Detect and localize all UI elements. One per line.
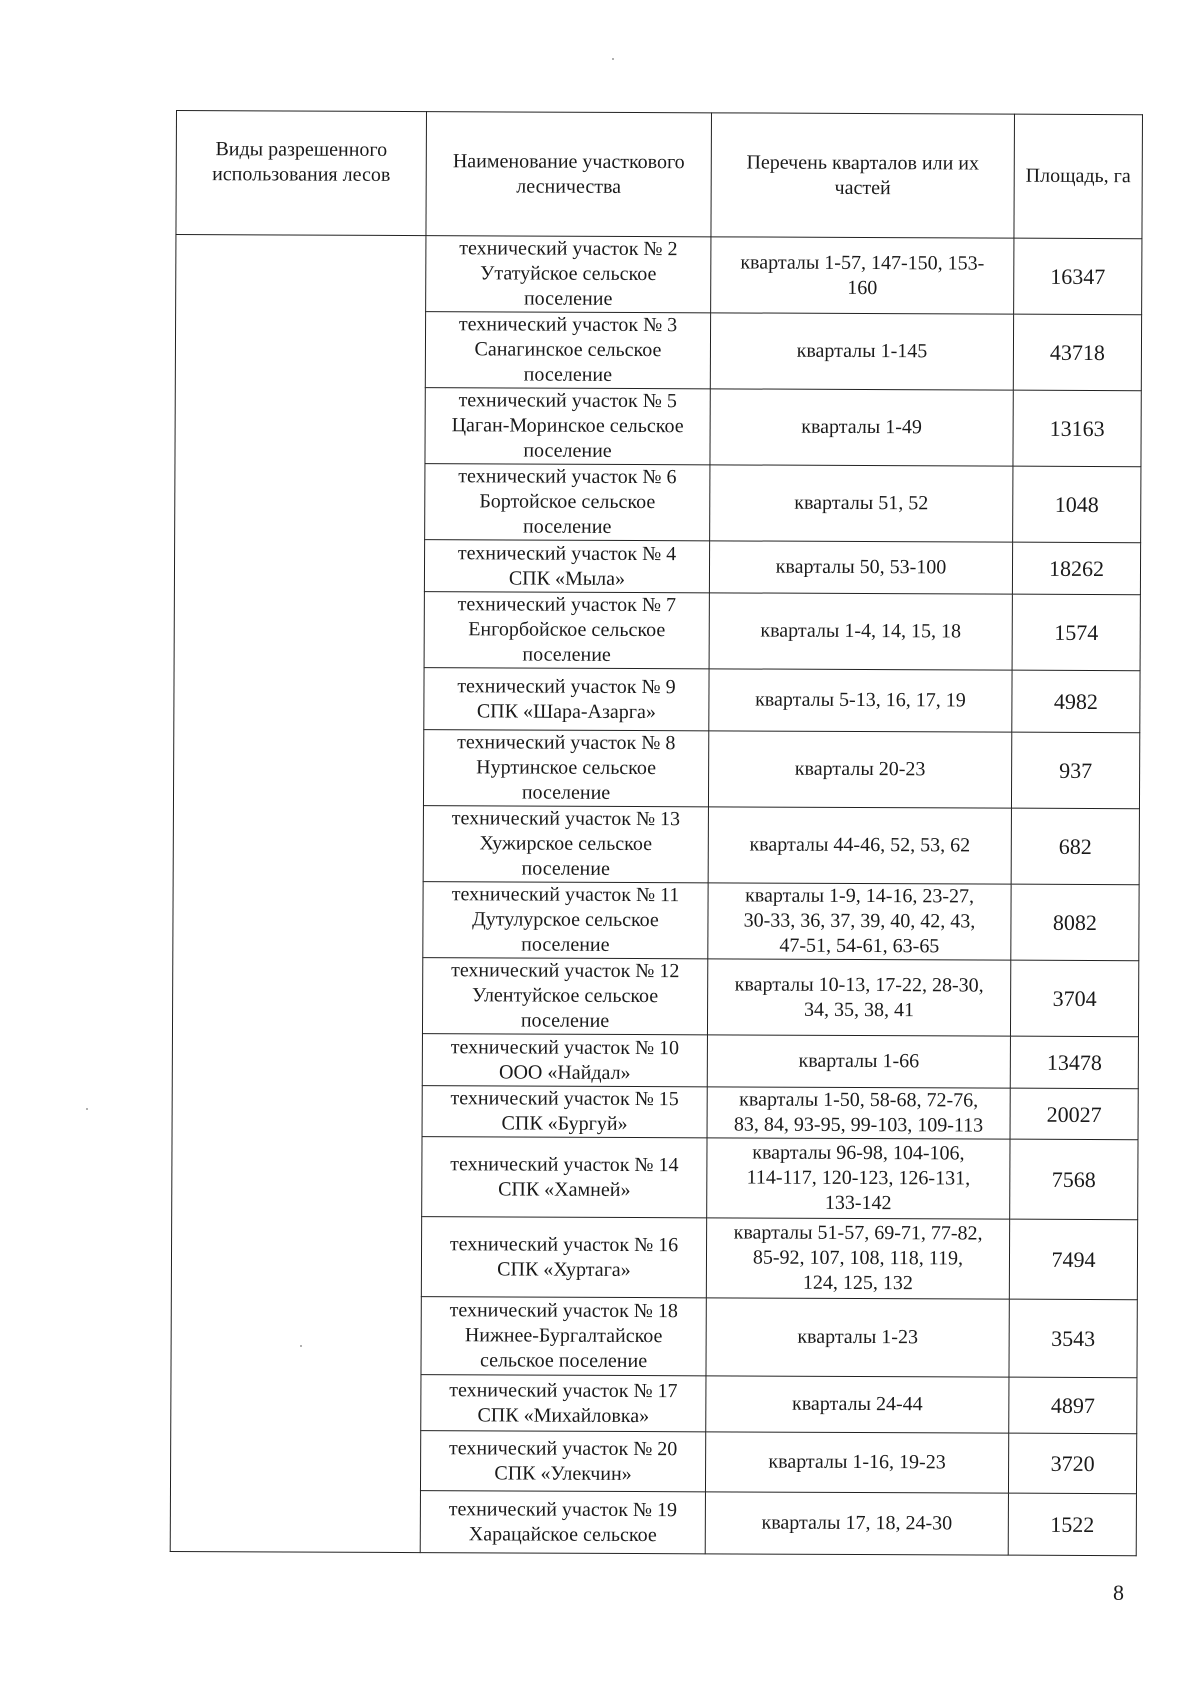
quarters-cell (711, 237, 1014, 314)
quarters-line: кварталы 1-4, 14, 15, 18 (760, 619, 962, 643)
quarters-cell (706, 1218, 1009, 1299)
area-cell: 3704 (1010, 960, 1138, 1037)
scan-speck (300, 1345, 302, 1347)
area-cell: 20027 (1010, 1088, 1138, 1140)
district-name-line: технический участок № 13 (451, 807, 681, 831)
area-cell: 937 (1011, 732, 1139, 809)
district-name-line: технический участок № 17 (449, 1378, 678, 1402)
use-type-cell (170, 235, 426, 1553)
district-name-cell (422, 958, 707, 1035)
quarters-line: кварталы 51, 52 (794, 491, 929, 515)
district-name-line: поселение (521, 781, 611, 804)
quarters-line: 114-117, 120-123, 126-131, (746, 1166, 971, 1190)
quarters-cell (707, 1138, 1010, 1219)
district-name-line: Нижнее-Бургалтайское (464, 1324, 663, 1348)
quarters-line: 85-92, 107, 108, 118, 119, (752, 1246, 964, 1270)
district-name-line: СПК «Улекчин» (494, 1461, 632, 1485)
district-name-line: СПК «Хуртага» (497, 1257, 631, 1281)
district-name-line: технический участок № 10 (450, 1035, 680, 1059)
district-name-line: поселение (522, 515, 612, 538)
header-area: Площадь, га (1014, 114, 1143, 239)
district-name-cell (425, 312, 710, 389)
district-name-line: поселение (521, 933, 610, 956)
area-cell: 13478 (1010, 1036, 1138, 1089)
quarters-line: кварталы 1-23 (797, 1325, 919, 1349)
page-number: 8 (1113, 1580, 1124, 1605)
district-name-line: технический участок № 7 (457, 593, 677, 617)
quarters-cell (706, 1376, 1009, 1433)
district-name-line: технический участок № 11 (451, 883, 680, 907)
quarters-line: кварталы 1-49 (801, 415, 922, 439)
district-name-line: поселение (520, 1009, 610, 1032)
quarters-cell (707, 959, 1010, 1036)
area-cell: 7568 (1010, 1139, 1138, 1220)
district-name-cell (422, 1034, 707, 1087)
quarters-cell (707, 1087, 1010, 1139)
district-name-cell (423, 882, 708, 959)
district-name-line: Хужирское сельское (479, 832, 653, 856)
district-name-line: СПК «Михайловка» (477, 1403, 650, 1427)
quarters-line: кварталы 50, 53-100 (775, 555, 947, 579)
district-name-line: технический участок № 5 (458, 389, 677, 413)
forest-use-table (170, 110, 1143, 1556)
district-name-line: Утатуйское сельское (480, 262, 657, 286)
table-row (176, 235, 1142, 315)
quarters-line: 47-51, 54-61, 63-65 (779, 934, 940, 958)
area-cell: 43718 (1013, 314, 1141, 391)
district-name-cell (424, 592, 709, 669)
district-name-line: технический участок № 2 (459, 237, 678, 261)
district-name-line: поселение (523, 363, 613, 386)
district-name-line: технический участок № 16 (449, 1232, 679, 1256)
area-cell: 7494 (1009, 1219, 1137, 1300)
area-cell: 16347 (1014, 238, 1142, 315)
district-name-line: СПК «Бургуй» (501, 1112, 628, 1135)
district-name-cell (420, 1491, 705, 1554)
area-cell: 4982 (1012, 670, 1140, 733)
quarters-cell (708, 883, 1011, 960)
quarters-line: кварталы 1-50, 58-68, 72-76, (739, 1088, 979, 1112)
district-name-cell (421, 1217, 706, 1298)
district-name-line: технический участок № 15 (450, 1087, 679, 1111)
quarters-cell (708, 807, 1011, 884)
quarters-cell (706, 1298, 1009, 1377)
district-name-cell (421, 1375, 706, 1432)
district-name-line: технический участок № 12 (451, 959, 680, 983)
district-name-cell (425, 388, 710, 465)
area-cell: 3543 (1009, 1299, 1137, 1378)
district-name-line: Бортойское сельское (479, 490, 656, 514)
quarters-cell (705, 1492, 1008, 1555)
quarters-cell (710, 389, 1013, 466)
quarters-cell (708, 731, 1011, 808)
quarters-line: кварталы 5-13, 16, 17, 19 (755, 688, 966, 712)
quarters-line: кварталы 1-66 (798, 1049, 920, 1073)
quarters-line: 83, 84, 93-95, 99-103, 109-113 (733, 1113, 984, 1137)
district-name-line: Нуртинское сельское (476, 756, 657, 780)
header-use-type: Виды разрешенного использования лесов (176, 111, 427, 236)
area-cell: 3720 (1008, 1433, 1136, 1494)
table-header-row (176, 111, 1143, 239)
district-name-line: поселение (523, 287, 613, 310)
quarters-cell (705, 1432, 1008, 1493)
district-name-line: Цаган-Моринское сельское (451, 414, 684, 438)
scan-speck (86, 1108, 88, 1110)
table-body (170, 235, 1142, 1556)
quarters-line: кварталы 20-23 (794, 757, 926, 781)
quarters-line: кварталы 44-46, 52, 53, 62 (749, 833, 971, 857)
district-name-line: СПК «Хамней» (498, 1177, 631, 1201)
quarters-line: кварталы 1-57, 147-150, 153- (740, 250, 985, 275)
district-name-line: поселение (522, 643, 611, 666)
quarters-cell (709, 669, 1012, 732)
district-name-line: ООО «Найдал» (498, 1060, 631, 1084)
header-quarters: Перечень кварталов или их частей (711, 113, 1015, 238)
district-name-line: технический участок № 20 (448, 1436, 678, 1460)
district-name-line: Харацайское сельское (468, 1522, 657, 1546)
district-name-line: технический участок № 8 (457, 731, 676, 755)
district-name-cell (426, 236, 711, 313)
district-name-line: Енгорбойское сельское (468, 618, 666, 642)
area-cell: 18262 (1012, 542, 1140, 595)
district-name-line: поселение (523, 439, 612, 462)
area-cell: 1522 (1008, 1493, 1136, 1556)
district-name-line: технический участок № 3 (458, 313, 678, 337)
quarters-cell (710, 465, 1013, 542)
district-name-line: технический участок № 19 (448, 1497, 678, 1521)
quarters-line: 30-33, 36, 37, 39, 40, 42, 43, (743, 909, 976, 933)
quarters-line: кварталы 1-9, 14-16, 23-27, (745, 884, 975, 908)
quarters-line: 133-142 (824, 1191, 892, 1215)
district-name-line: технический участок № 9 (457, 674, 676, 698)
district-name-line: Дутулурское сельское (472, 908, 659, 932)
quarters-line: 124, 125, 132 (802, 1271, 913, 1295)
district-name-line: поселение (521, 857, 610, 880)
district-name-line: технический участок № 6 (458, 465, 677, 489)
header-district-name: Наименование участкового лесничества (426, 112, 712, 237)
district-name-cell (421, 1297, 706, 1376)
district-name-line: сельское поселение (479, 1349, 648, 1373)
quarters-line: кварталы 51-57, 69-71, 77-82, (733, 1221, 983, 1245)
district-name-cell (420, 1431, 705, 1492)
quarters-cell (709, 541, 1012, 594)
district-name-line: СПК «Мыла» (508, 566, 626, 590)
quarters-line: кварталы 96-98, 104-106, (752, 1141, 965, 1165)
district-name-cell (423, 806, 708, 883)
quarters-line: кварталы 1-145 (796, 339, 928, 363)
district-name-cell (425, 464, 710, 541)
quarters-cell (707, 1035, 1010, 1088)
district-name-line: СПК «Шара-Азарга» (476, 699, 656, 723)
quarters-line: кварталы 10-13, 17-22, 28-30, (734, 972, 984, 997)
district-name-line: Санагинское сельское (474, 338, 662, 362)
area-cell: 13163 (1013, 390, 1141, 467)
district-name-line: технический участок № 14 (450, 1152, 679, 1176)
scan-speck (612, 58, 614, 60)
quarters-line: кварталы 17, 18, 24-30 (761, 1511, 953, 1535)
area-cell: 4897 (1009, 1377, 1137, 1434)
quarters-line: 160 (847, 276, 878, 299)
area-cell: 1574 (1012, 594, 1140, 671)
district-name-line: Улентуйское сельское (472, 984, 659, 1008)
quarters-line: кварталы 1-16, 19-23 (768, 1450, 946, 1474)
district-name-cell (422, 1137, 707, 1218)
quarters-cell (709, 593, 1012, 670)
district-name-cell (423, 730, 708, 807)
district-name-cell (422, 1086, 707, 1138)
quarters-line: кварталы 24-44 (792, 1392, 923, 1416)
district-name-line: технический участок № 18 (449, 1299, 678, 1323)
district-name-line: технический участок № 4 (457, 541, 677, 565)
district-name-cell (424, 540, 709, 593)
area-cell: 1048 (1013, 466, 1141, 543)
district-name-cell (424, 668, 709, 731)
area-cell: 8082 (1011, 884, 1139, 961)
quarters-cell (710, 313, 1013, 390)
quarters-line: 34, 35, 38, 41 (804, 998, 915, 1021)
area-cell: 682 (1011, 808, 1139, 885)
